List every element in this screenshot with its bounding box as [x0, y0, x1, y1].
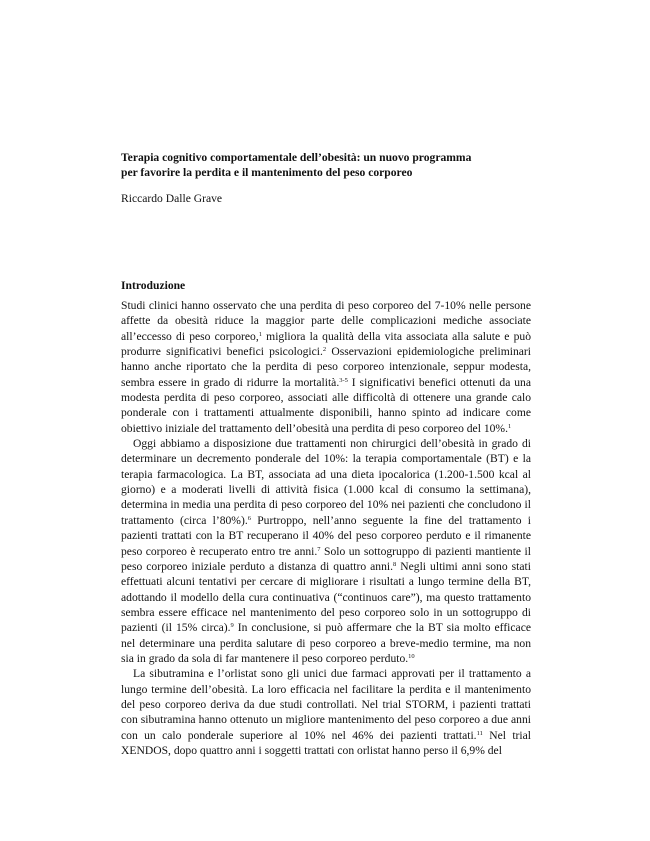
title-line: per favorire la perdita e il mantenimento del peso corporeo — [121, 166, 413, 179]
body-text: Nel trial XENDOS, dopo quattro anni i soggetti trattati con orlistat hanno perso il 6,9% del — [121, 728, 531, 757]
paragraph — [121, 666, 531, 758]
body-text: La sibutramina e l’orlistat sono gli unici due farmaci approvati per il trattamento a lungo termine dell’obesità. La loro efficacia nel facilitare la perdita e il mantenimento del peso corporeo deriva da due studi controllati. Nel trial STORM, i pazienti trattati con sibutramina hanno ottenuto un migliore mantenimento del peso corporeo a due anni con un calo ponderale superiore al 10% nel 46% dei pazienti trattati. — [121, 667, 531, 742]
body-text: I significativi benefici ottenuti da una modesta perdita di peso corporeo, associati alle difficoltà di ottenere una grande calo ponderale con i trattamenti attualmente disponibili, hanno spinto ad indicare come obiettivo iniziale del trattamento dell’obesità una perdita di peso corporeo del 10%. — [121, 375, 531, 435]
body-text: Osservazioni epidemiologiche preliminari hanno anche riportato che la perdita di peso corporeo intenzionale, seppur modesta, sembra essere in grado di ridurre la mortalità. — [121, 345, 531, 389]
citation-ref: 7 — [317, 545, 321, 553]
article-body — [121, 298, 531, 758]
citation-ref: 1 — [258, 330, 262, 338]
citation-ref: 9 — [230, 622, 234, 630]
citation-ref: 3-5 — [339, 376, 348, 384]
citation-ref: 11 — [476, 729, 483, 737]
body-text: Purtroppo, nell’anno seguente la fine del trattamento i pazienti trattati con la BT recuperano il 40% del peso corporeo perduto e il rimanente peso corporeo è recuperato entro tre anni. — [121, 513, 531, 558]
body-text: Solo un sottogruppo di pazienti mantiente il peso corporeo iniziale perduto a distanza di quattro anni. — [121, 544, 531, 573]
body-text: Negli ultimi anni sono stati effettuati alcuni tentativi per cercare di migliorare i risultati a lungo termine della BT, adottando il modello della cura continuativa (“continuos care”), ma questo trattamento sembra essere efficace nel mantenimento del peso corporeo solo in un sottogruppo di pazienti (il 15% circa). — [121, 559, 531, 635]
body-text: migliora la qualità della vita associata alla salute e può produrre significativi benefici psicologici. — [121, 329, 531, 359]
paragraph — [121, 436, 531, 666]
citation-ref: 10 — [408, 652, 415, 660]
paragraph — [121, 298, 531, 436]
article-title — [121, 150, 551, 180]
citation-ref: 1 — [507, 422, 512, 430]
section-heading: Introduzione — [121, 279, 186, 292]
body-text: In conclusione, si può affermare che la BT sia molto efficace nel determinare una perdita salutare di peso corporeo a breve-medio termine, ma non sia in grado da sola di far mantenere il peso corporeo perduto. — [121, 621, 531, 665]
title-line: Terapia cognitivo comportamentale dell’obesità: un nuovo programma — [121, 151, 472, 164]
citation-ref: 8 — [393, 560, 397, 568]
citation-ref: 2 — [322, 346, 327, 354]
body-text: Oggi abbiamo a disposizione due trattamenti non chirurgici dell’obesità in grado di determinare un decremento ponderale del 10%: la terapia comportamentale (BT) e la terapia farmacologica. La BT, associata ad una dieta ipocalorica (1.200-1.500 kcal al giorno) e a moderati livelli di attività fisica (1.000 kcal di consumo la settimana), determina in media una perdita di peso corporeo del 10% nei pazienti che concludono il trattamento (circa l’80%). — [121, 437, 531, 527]
author-name: Riccardo Dalle Grave — [121, 192, 223, 205]
citation-ref: 6 — [247, 514, 251, 522]
body-text: Studi clinici hanno osservato che una perdita di peso corporeo del 7-10% nelle persone affette da obesità riduce la maggior parte delle complicazioni mediche associate all’eccesso di peso corporeo, — [121, 299, 531, 343]
